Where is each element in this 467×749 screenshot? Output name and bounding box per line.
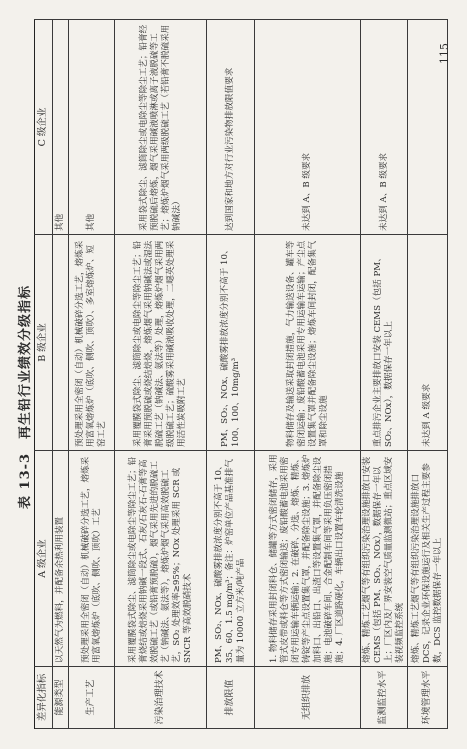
a-grade-cell: 以天然气为燃料，并配备余热利用装置: [53, 451, 69, 667]
c-grade-cell: 其他: [53, 20, 69, 235]
table-row: [53, 20, 69, 729]
c-grade-cell: 达到国家和地方对行业污染物排放限值要求: [207, 20, 255, 235]
indicator-cell: 环境管理水平: [408, 667, 448, 729]
indicator-cell: 生产工艺: [69, 667, 115, 729]
table-row: [69, 20, 115, 729]
table-title: 表 13-3 再生铅行业绩效分级指标: [18, 284, 33, 509]
a-grade-cell: 采用覆膜袋式除尘、滤筒除尘或电除尘等除尘工艺；铅膏烧结或焙烧采用钠碱一段式、石灰/石灰石-石膏等高效脱硫工艺（或铅膏预脱硫），烟气采用先进的脱硫工艺（钠碱法、氨法等），熔炼炉烟气采用高效脱硫工艺，SO₂ 处理效率≥95%；NOx 处理采用 SCR 或 SNCR 等高效脱硝技术: [115, 451, 207, 667]
a-grade-cell: 1. 物料储存采用封闭料仓、储罐等方式密闭储存，采用管式皮带或料仓等方式密闭输送；废铅酸蓄电池采用密闭专用运输车辆运输；2. 在破碎、分选、熔炼、精炼、铸锭等产尘点设置集气罩，并配备除尘设施；3. 熔炼炉加料口、出铅口、出渣口等设置集气罩，并配备除尘设施；电池破碎车间、合金配制车间等采用负压密闭措施；4. 厂区道路硬化，车辆出口设置车轮清洗设施: [255, 451, 361, 667]
a-grade-cell: 熔炼、精炼工艺烟气等有组织污染治理设施排放口 DCS，记录企业环保设施运行及相关生产过程主要参数，DCS 监控数据保存一年以上: [408, 451, 448, 667]
table-row: [115, 20, 207, 729]
header-c-grade: C 级企业: [35, 20, 53, 235]
a-grade-cell: 预处理采用全密闭（自动）机械破碎分选工艺，熔炼采用富氧熔炼炉（底吹、侧吹、顶吹）工艺: [69, 451, 115, 667]
b-grade-cell: PM、SO₂、NOx、硫酸雾排放浓度分别不高于 10、100、100、10mg/m³: [207, 235, 255, 451]
b-grade-cell: 物料储存及输送采取封闭措施，气力输送设备、罐车等密闭运输；废铅酸蓄电池采用专用运输车运输；产尘点设置集气罩并配备除尘设施；熔炼车间封闭，配备集气罩和除尘设施: [255, 235, 361, 451]
b-grade-cell: 重点排污企业主要排放口安装 CEMS（包括 PM、SO₂、NOx），数据保存一年以上: [361, 235, 408, 451]
c-grade-cell: 采用袋式除尘、滤筒除尘或电除尘等除尘工艺；铅膏经预脱硫后熔炼，烟气采用碱液喷淋或离子液脱硫等工艺；熔炼炉烟气采用两级脱硫工艺（若铅膏不脱硫采用钠碱法）: [115, 20, 207, 235]
b-grade-cell: 未达到 A 级要求: [408, 235, 448, 451]
c-grade-cell: 其他: [69, 20, 115, 235]
c-grade-cell: 未达到 A、B 级要求: [361, 20, 408, 235]
indicator-cell: 监测监控水平: [361, 667, 408, 729]
a-grade-cell: 熔炼、精炼工艺烟气等有组织污染治理设施排放口安装 CEMS（包括 PM、SO₂、NOx），数据保存一年以上；厂区内及厂界安装空气质量监测微站；重点区域安装视频监控系统: [361, 451, 408, 667]
header-indicator: 差异化指标: [35, 667, 53, 729]
indicator-cell: 排放限值: [207, 667, 255, 729]
table-row: [408, 20, 448, 729]
a-grade-cell: PM、SO₂、NOx、硫酸雾排放浓度分别不高于 10、35、60、1.5 mg/m³；备注：炉窑单位产品基准排气量为 10000 立方米/吨产品: [207, 451, 255, 667]
b-grade-cell: [53, 235, 69, 451]
page-number: 115: [438, 43, 451, 64]
b-grade-cell: 采用覆膜袋式除尘、滤筒除尘或电除尘等除尘工艺；铅膏采用预脱硫或烧结焙烧，熔炼烟气采用钠碱法或湿法脱硫工艺（钠碱法、氨法等）处理，熔炼炉烟气采用两级脱硫工艺；硫酸雾采用碱液吸收处理，二噁英处理采用活性炭吸附工艺: [115, 235, 207, 451]
indicator-cell: 能源类型: [53, 667, 69, 729]
header-a-grade: A 级企业: [35, 451, 53, 667]
table-row: [361, 20, 408, 729]
indicator-cell: 无组织排放: [255, 667, 361, 729]
b-grade-cell: 预处理采用全密闭（自动）机械破碎分选工艺，熔炼采用富氧熔炼炉（底吹、侧吹、顶吹）、多室熔炼炉、短窑工艺: [69, 235, 115, 451]
table-row: [207, 20, 255, 729]
indicator-cell: 污染治理技术: [115, 667, 207, 729]
header-b-grade: B 级企业: [35, 235, 53, 451]
table-row: [255, 20, 361, 729]
grading-table: [34, 19, 448, 729]
table-header-row: [35, 20, 53, 729]
c-grade-cell: 未达到 A、B 级要求: [255, 20, 361, 235]
